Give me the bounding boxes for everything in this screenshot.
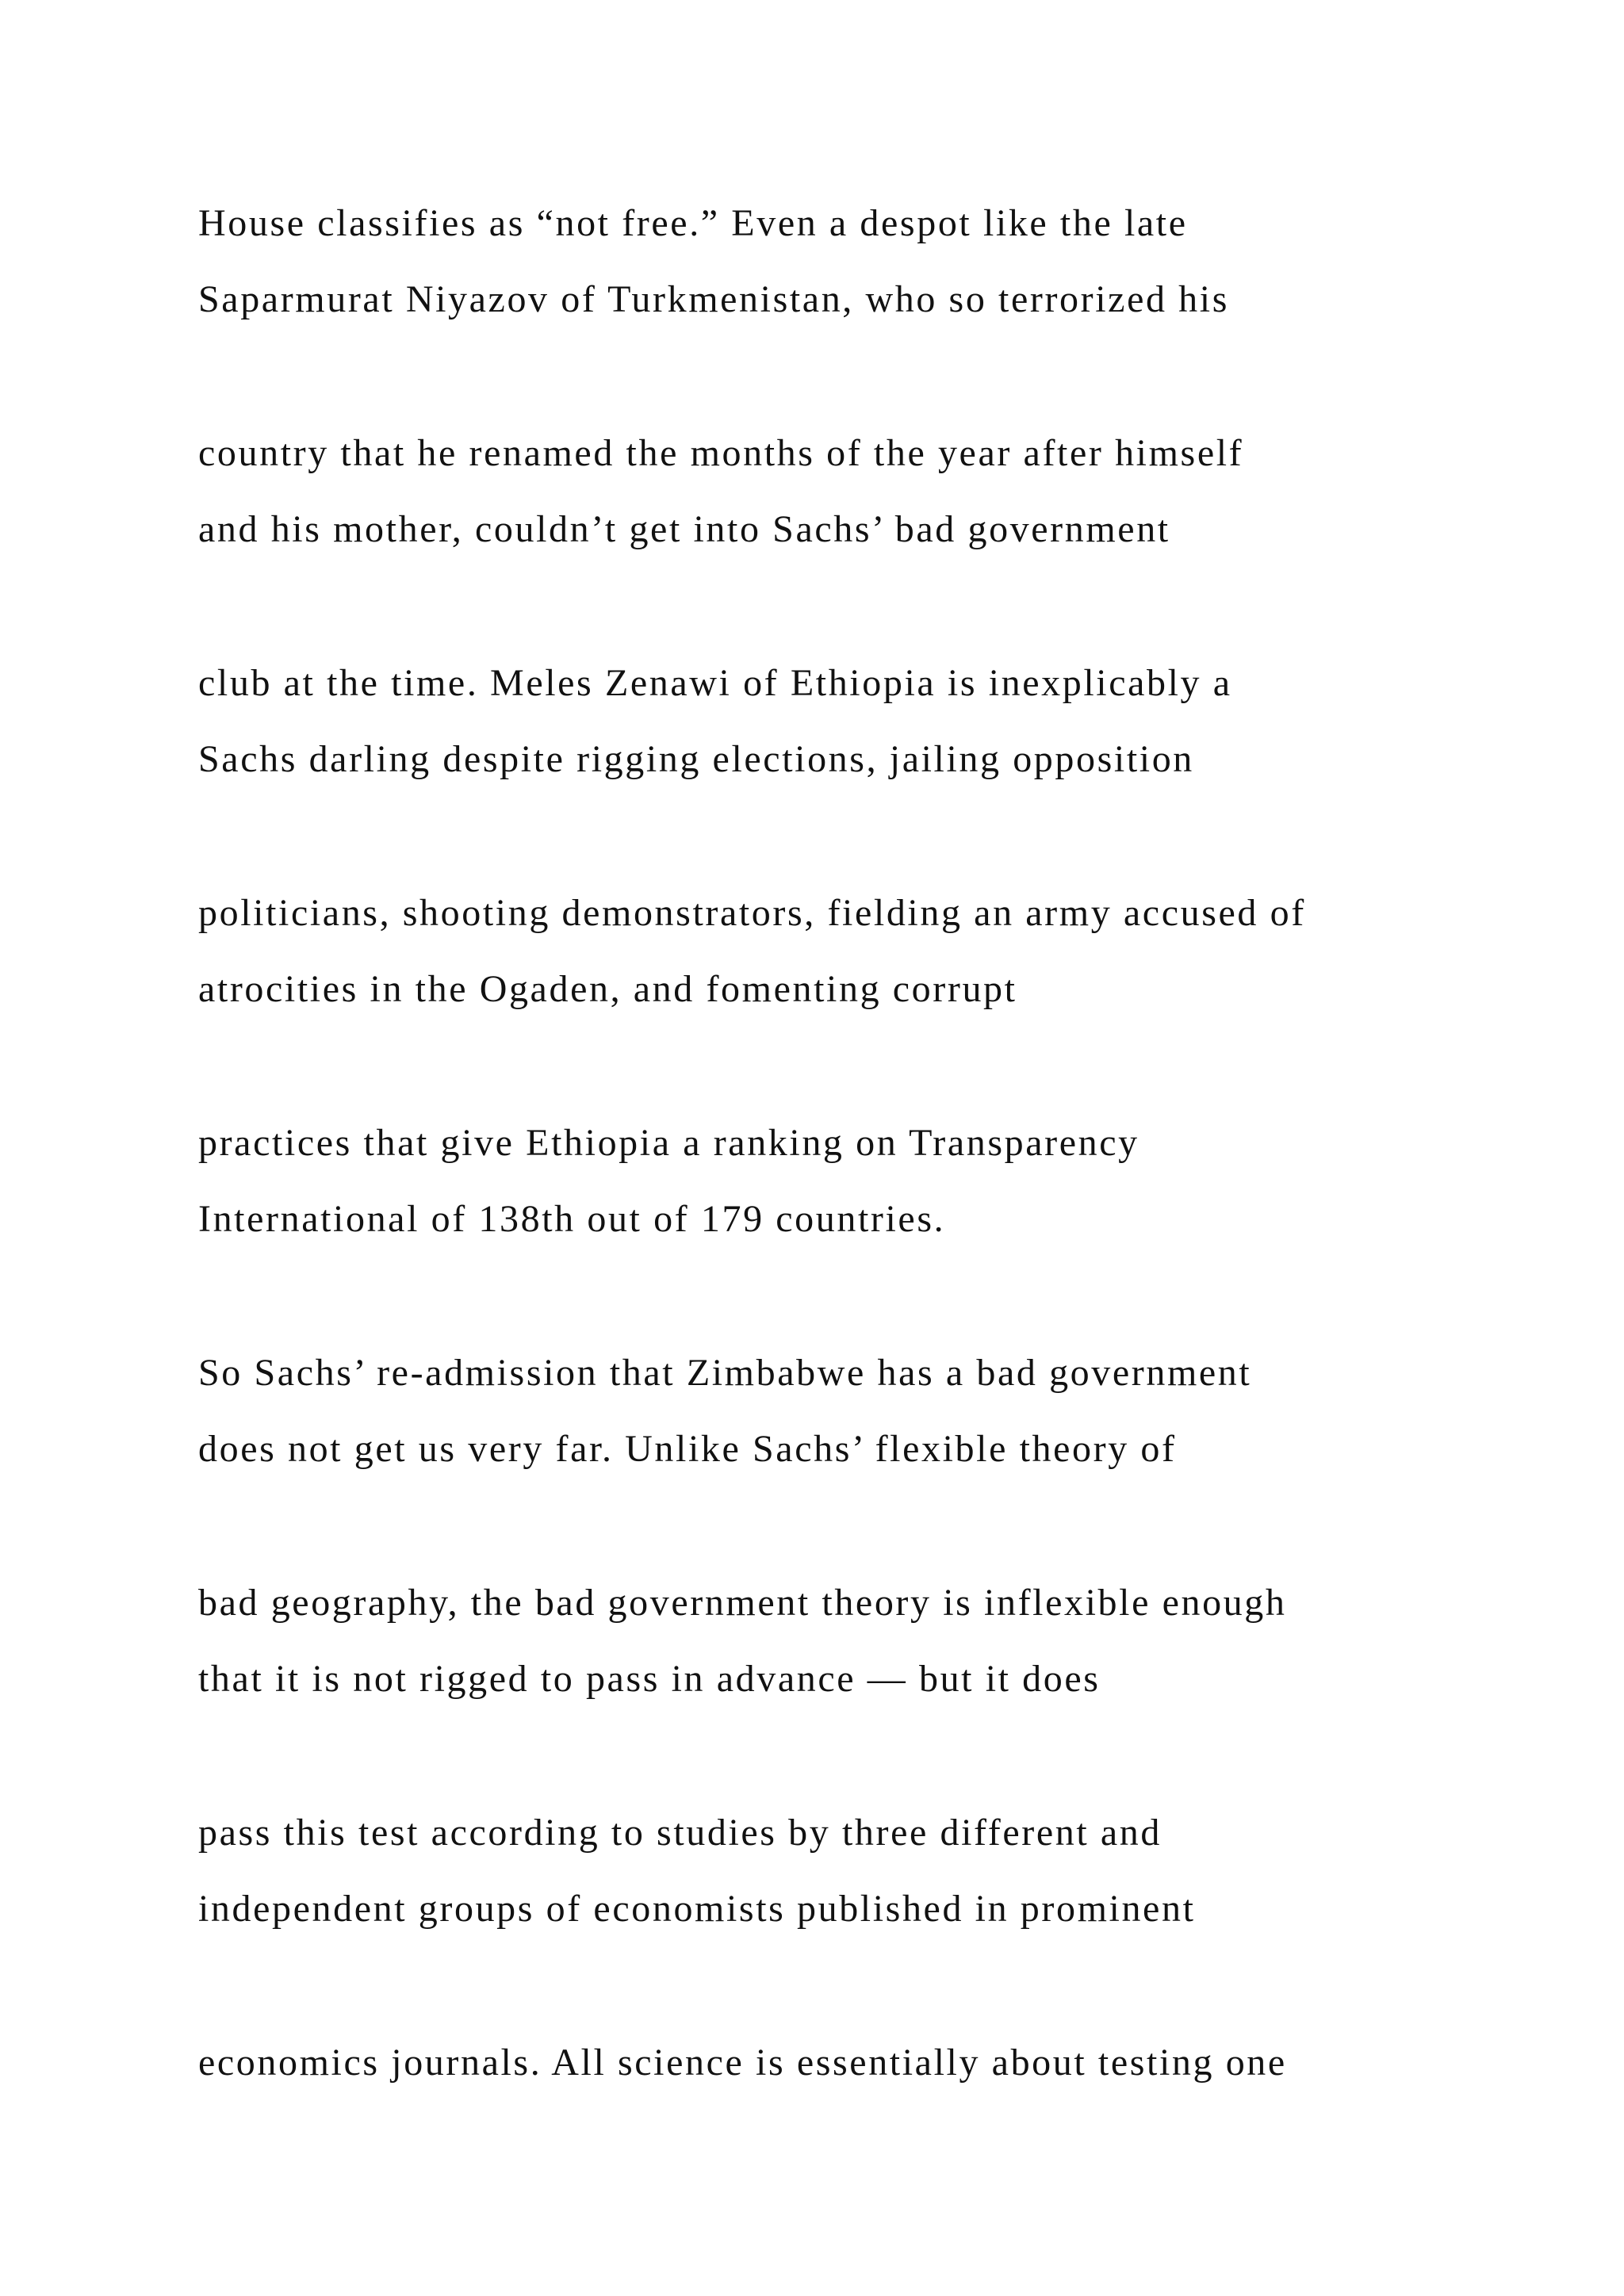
text-line: House classifies as “not free.” Even a despot like the late bbox=[198, 202, 1188, 244]
text-line: Sachs darling despite rigging elections, jailing opposition bbox=[198, 738, 1194, 780]
text-line: club at the time. Meles Zenawi of Ethiopia is inexplicably a bbox=[198, 662, 1232, 704]
text-line: International of 138th out of 179 countries. bbox=[198, 1198, 946, 1240]
text-line: country that he renamed the months of the year after himself bbox=[198, 432, 1244, 474]
text-line: economics journals. All science is essentially about testing one bbox=[198, 2042, 1287, 2084]
text-line: atrocities in the Ogaden, and fomenting corrupt bbox=[198, 968, 1017, 1010]
text-line: independent groups of economists published in prominent bbox=[198, 1888, 1196, 1930]
text-line: Saparmurat Niyazov of Turkmenistan, who so terrorized his bbox=[198, 278, 1229, 320]
text-line: practices that give Ethiopia a ranking on Transparency bbox=[198, 1122, 1139, 1164]
text-line: bad geography, the bad government theory is inflexible enough bbox=[198, 1582, 1287, 1624]
text-line: that it is not rigged to pass in advance — but it does bbox=[198, 1658, 1101, 1700]
text-line: politicians, shooting demonstrators, fielding an army accused of bbox=[198, 892, 1306, 934]
text-line: does not get us very far. Unlike Sachs’ flexible theory of bbox=[198, 1428, 1177, 1470]
text-line: So Sachs’ re-admission that Zimbabwe has a bad government bbox=[198, 1352, 1252, 1394]
text-line: and his mother, couldn’t get into Sachs’ bad government bbox=[198, 508, 1170, 550]
text-line: pass this test according to studies by three different and bbox=[198, 1812, 1162, 1854]
